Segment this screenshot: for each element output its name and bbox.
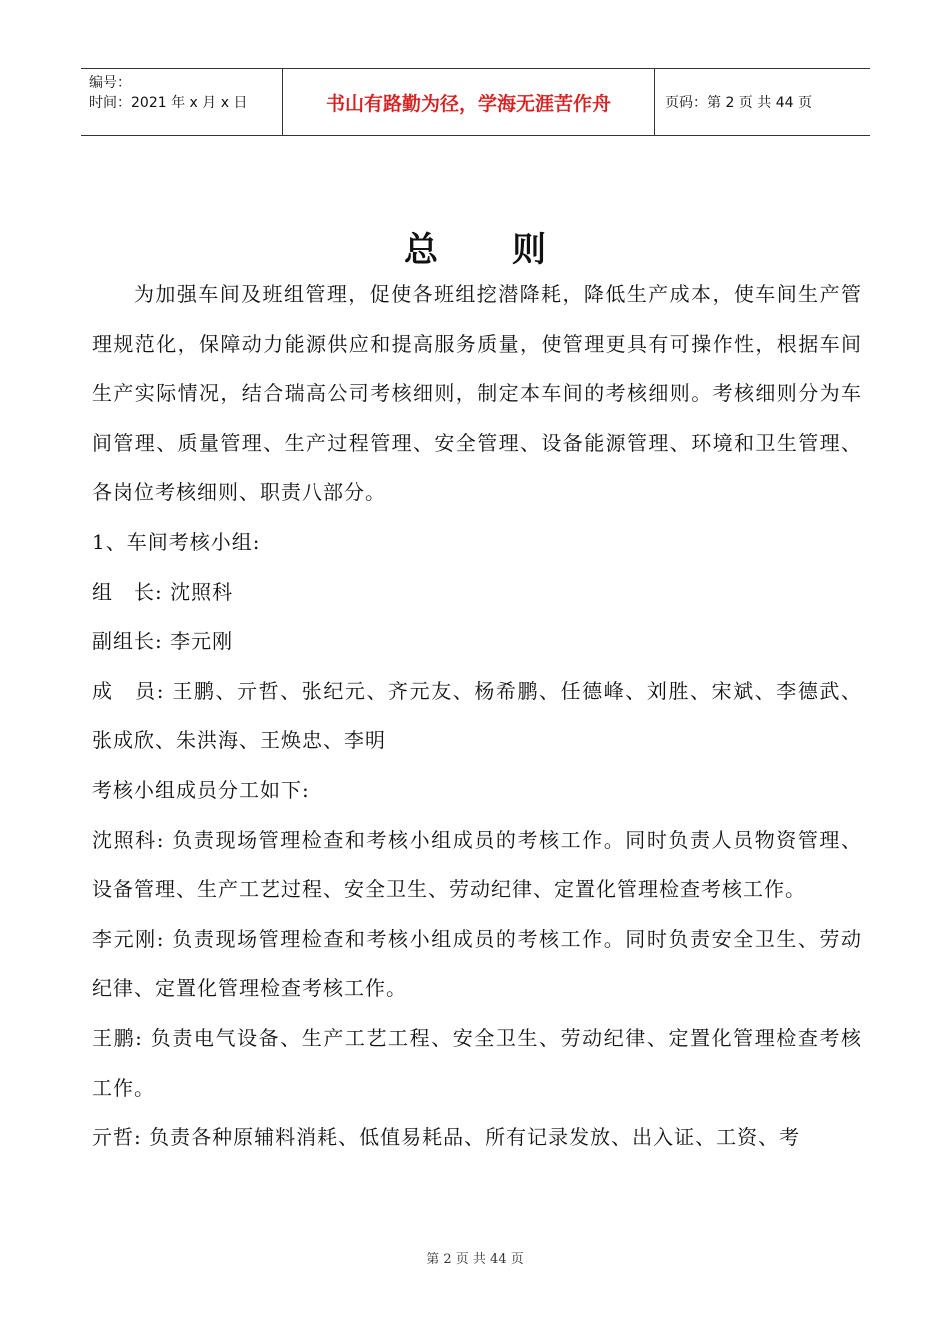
document-date: 时间：2021 年 x 月 x 日 xyxy=(89,95,248,111)
document-number-label: 编号： xyxy=(89,75,131,91)
header-page-info: 页码：第 2 页 共 44 页 xyxy=(665,95,812,111)
page-header xyxy=(81,68,870,136)
division-heading: 考核小组成员分工如下: xyxy=(92,777,310,802)
section-heading: 1、车间考核小组: xyxy=(92,529,261,554)
page-title: 总则 xyxy=(404,230,620,270)
intro-paragraph: 为加强车间及班组管理，促使各班组挖潜降耗，降低生产成本，使车间生产管理规范化，保障动力能源供应和提高服务质量，使管理更具有可操作性，根据车间生产实际情况，结合瑞高公司考核细则，制定本车间的考核细则。考核细则分为车间管理、质量管理、生产过程管理、安全管理、设备能源管理、环境和卫生管理、各岗位考核细则、职责八部分。 xyxy=(92,282,862,505)
header-meta xyxy=(81,69,283,135)
header-motto: 书山有路勤为径，学海无涯苦作舟 xyxy=(283,69,655,135)
document-body xyxy=(92,270,862,1163)
page-footer: 第 2 页 共 44 页 xyxy=(426,1252,524,1267)
group-members: 成 员: 王鹏、亓哲、张纪元、齐元友、杨希鹏、任德峰、刘胜、宋斌、李德武、张成欣、朱洪海、王焕忠、李明 xyxy=(92,678,862,753)
duty-paragraph: 王鹏: 负责电气设备、生产工艺工程、安全卫生、劳动纪律、定置化管理检查考核工作。 xyxy=(92,1025,862,1100)
duty-paragraph: 沈照科: 负责现场管理检查和考核小组成员的考核工作。同时负责人员物资管理、设备管理、生产工艺过程、安全卫生、劳动纪律、定置化管理检查考核工作。 xyxy=(92,827,862,902)
duty-paragraph: 亓哲: 负责各种原辅料消耗、低值易耗品、所有记录发放、出入证、工资、考 xyxy=(92,1125,801,1150)
group-leader: 组 长: 沈照科 xyxy=(92,579,234,604)
duty-paragraph: 李元刚: 负责现场管理检查和考核小组成员的考核工作。同时负责安全卫生、劳动纪律、定置化管理检查考核工作。 xyxy=(92,926,862,1001)
deputy-leader: 副组长: 李元刚 xyxy=(92,629,234,654)
